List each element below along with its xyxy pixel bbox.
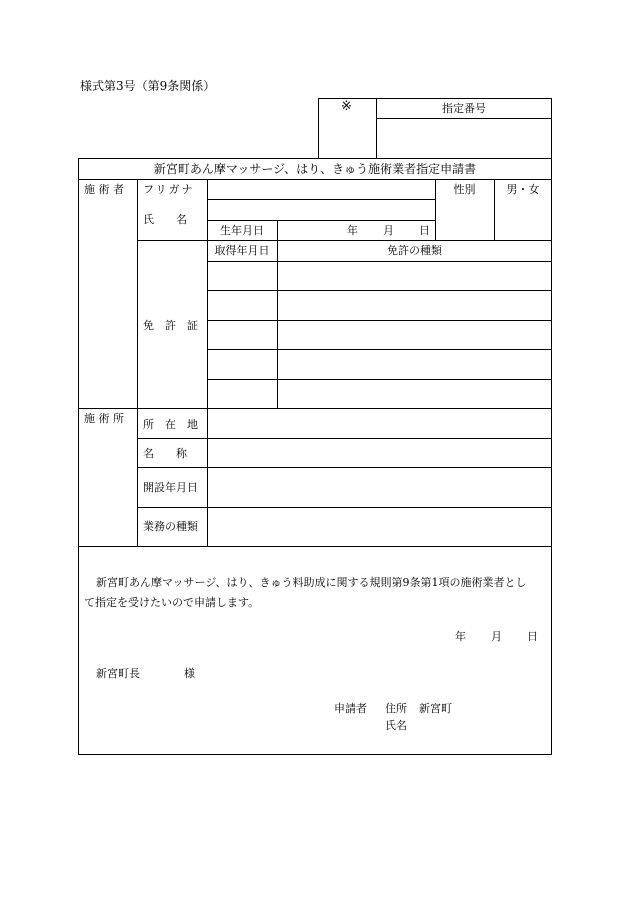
office-use-mark: ※	[341, 99, 352, 114]
applicant-label: 申請者	[334, 702, 367, 715]
license-acquired-header: 取得年月日	[214, 244, 270, 257]
facility-address-label: 所 在 地	[143, 418, 198, 431]
gender-label: 性別	[453, 183, 476, 196]
facility-address-field[interactable]	[208, 409, 551, 437]
designation-number-label: 指定番号	[442, 102, 486, 115]
license-type-field-2[interactable]	[278, 291, 551, 319]
license-acquired-field-3[interactable]	[208, 321, 276, 349]
birthdate-label: 生年月日	[220, 224, 264, 237]
facility-business-type-label: 業務の種類	[143, 520, 198, 533]
application-statement-line1: 新宮町あん摩マッサージ、はり、きゅう料助成に関する規則第9条第1項の施術業者とし	[96, 576, 527, 589]
license-type-field-5[interactable]	[278, 380, 551, 407]
designation-number-field[interactable]	[377, 119, 551, 158]
facility-section-label: 施 術 所	[84, 412, 124, 425]
license-acquired-field-5[interactable]	[208, 380, 276, 407]
application-statement-line2: て指定を受けたいので申請します。	[84, 596, 260, 609]
license-label: 免 許 証	[143, 319, 198, 332]
form-title: 新宮町あん摩マッサージ、はり、きゅう施術業者指定申請書	[153, 162, 477, 176]
facility-name-field[interactable]	[208, 439, 551, 467]
license-acquired-field-1[interactable]	[208, 262, 276, 290]
applicant-address-label: 住所	[385, 702, 407, 715]
addressee: 新宮町長 様	[96, 667, 195, 680]
license-acquired-field-2[interactable]	[208, 291, 276, 319]
license-acquired-field-4[interactable]	[208, 350, 276, 378]
furigana-field[interactable]	[208, 180, 434, 199]
form-number-label: 様式第3号（第9条関係）	[80, 79, 216, 93]
applicant-address-value[interactable]: 新宮町	[419, 702, 452, 715]
facility-opened-field[interactable]	[208, 468, 551, 506]
license-type-field-1[interactable]	[278, 262, 551, 290]
license-type-header: 免許の種類	[387, 244, 442, 257]
gender-options[interactable]: 男・女	[506, 183, 540, 196]
license-type-field-3[interactable]	[278, 321, 551, 349]
furigana-label: フリガナ	[143, 183, 195, 196]
facility-opened-label: 開設年月日	[143, 481, 198, 494]
facility-business-type-field[interactable]	[208, 508, 551, 545]
name-field[interactable]	[208, 200, 434, 219]
application-date[interactable]: 年 月 日	[455, 630, 539, 643]
license-type-field-4[interactable]	[278, 350, 551, 378]
facility-name-label: 名 称	[143, 447, 187, 460]
birthdate-field[interactable]: 年 月 日	[347, 224, 431, 237]
practitioner-section-label: 施 術 者	[84, 183, 124, 196]
applicant-name-label: 氏名	[385, 719, 407, 732]
name-label: 氏 名	[143, 213, 187, 226]
